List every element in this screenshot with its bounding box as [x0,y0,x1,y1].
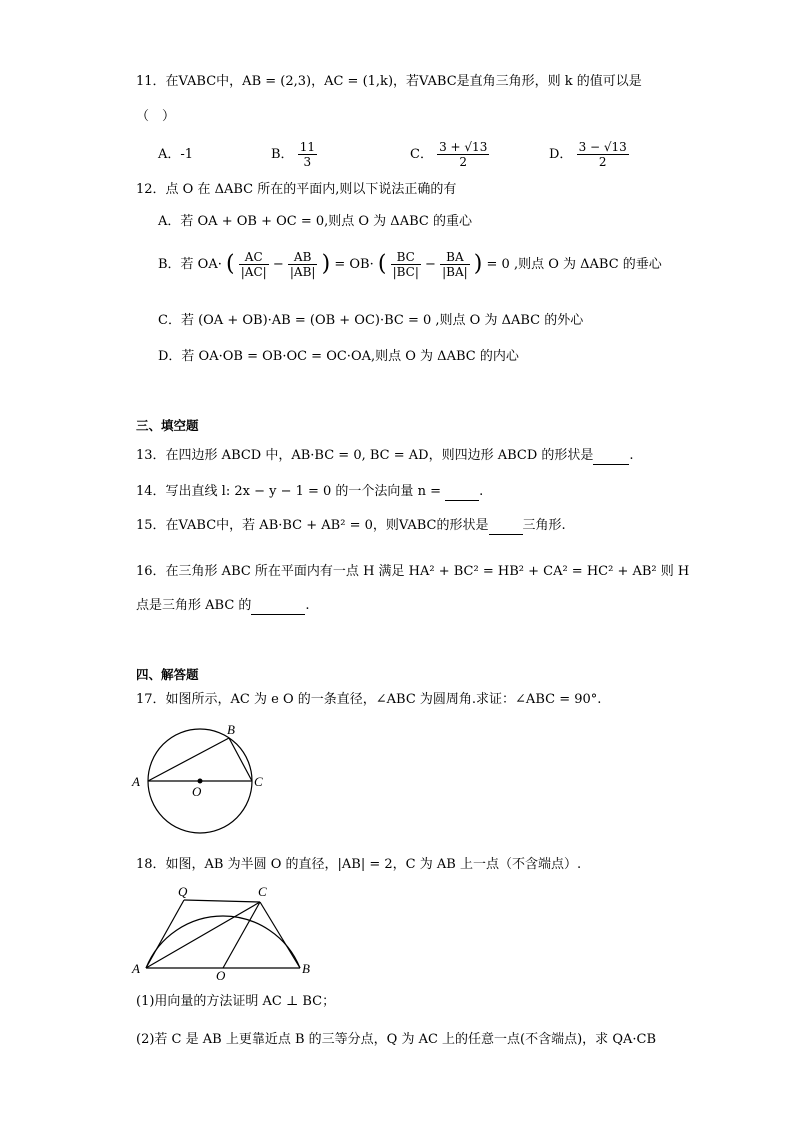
denominator: 2 [598,155,607,169]
q11-option-b [271,140,317,169]
fraction [437,140,489,169]
q11-paren: （ ） [136,109,176,124]
label-o: O [216,968,226,980]
q18: 18．如图，AB 为半圆 O 的直径，|AB| = 2，C 为 AB 上一点（不含端点）. [136,857,582,872]
q14-end: . [479,484,484,499]
denominator: 3 [303,155,312,169]
q13-end: . [629,448,634,463]
segment-aq [146,900,184,968]
q18-part-1: (1)用向量的方法证明 AC ⊥ BC； [136,994,336,1009]
fraction [288,250,318,279]
label-a: A [132,961,140,976]
chord-bc [229,738,252,781]
q17: 17．如图所示，AC 为 e O 的一条直径，∠ABC 为圆周角.求证：∠ABC = 90°. [136,692,602,707]
q15 [136,517,566,535]
fraction [577,140,629,169]
answer-blank [251,600,305,615]
q12-option-a: A．若 OA + OB + OC = 0,则点 O 为 ΔABC 的重心 [158,214,472,229]
fraction [440,250,470,279]
option-b-suffix: = 0 ,则点 O 为 ΔABC 的垂心 [486,257,662,272]
answer-blank [593,450,629,465]
label-q: Q [178,884,188,899]
q13 [136,447,634,465]
numerator: BA [440,250,470,265]
chord-ab [148,738,229,781]
numerator: 11 [299,140,315,154]
segment-ac [146,902,260,968]
q12-option-b [158,250,662,279]
minus-sign: − [272,257,284,272]
section-heading-solve: 四、解答题 [136,667,199,682]
q15-end: 三角形. [522,518,566,533]
label-b: B [227,722,235,737]
label-c: C [254,774,263,789]
option-label: B． [271,147,294,162]
q14-text: 14．写出直线 l: 2x − y − 1 = 0 的一个法向量 n = [136,484,441,499]
denominator: 2 [459,155,468,169]
left-paren: ( [226,251,235,277]
denominator: |AC| [240,265,267,279]
label-b: B [302,961,310,976]
q15-text: 15．在VABC中，若 AB·BC + AB² = 0，则VABC的形状是 [136,518,489,533]
option-label: D． [549,147,573,162]
segment-qc [184,900,260,902]
q18-part-2: (2)若 C 是 AB 上更靠近点 B 的三等分点，Q 为 AC 上的任意一点(不含端点)，求 QA·CB [136,1032,656,1047]
q16-end: . [305,598,310,613]
denominator: |BC| [392,265,419,279]
fraction [391,250,421,279]
option-label: C． [410,147,433,162]
option-b-prefix: B．若 OA· [158,257,222,272]
center-point [198,779,203,784]
denominator: |AB| [289,265,316,279]
q16-line-1: 16．在三角形 ABC 所在平面内有一点 H 满足 HA² + BC² = HB² + CA² = HC² + AB² 则 H [136,564,690,579]
minus-sign: − [425,257,436,272]
q11-option-c [410,140,489,169]
numerator: AB [288,250,318,265]
q11-option-d [549,140,629,169]
fraction [298,140,317,169]
numerator: AC [239,250,269,265]
q14 [136,483,483,501]
left-paren: ( [377,251,387,277]
section-heading-fill-in: 三、填空题 [136,418,199,433]
q12-option-c: C．若 (OA + OB)·AB = (OB + OC)·BC = 0 ,则点 O 为 ΔABC 的外心 [158,313,584,328]
q11-option-a: A．-1 [158,147,194,162]
segment-cb [260,902,300,968]
figure-17-circle [128,716,272,840]
numerator: 3 + √13 [439,140,488,154]
numerator: BC [391,250,421,265]
answer-blank [445,486,479,501]
answer-blank [489,520,523,535]
right-paren: ) [321,251,331,277]
label-o: O [192,784,202,799]
figure-18-semicircle [128,880,318,980]
segment-oc [223,902,260,968]
label-a: A [132,774,140,789]
q16-line-2 [136,597,310,615]
denominator: |BA| [442,265,468,279]
label-c: C [258,884,267,899]
option-b-middle: = OB· [334,257,374,272]
q13-text: 13．在四边形 ABCD 中，AB·BC = 0, BC = AD，则四边形 ABCD 的形状是 [136,448,594,463]
fraction [239,250,269,279]
numerator: 3 − √13 [578,140,627,154]
q12-option-d: D．若 OA·OB = OB·OC = OC·OA,则点 O 为 ΔABC 的内心 [158,349,519,364]
right-paren: ) [473,251,483,277]
q12-stem: 12．点 O 在 ΔABC 所在的平面内,则以下说法正确的有 [136,182,457,197]
q11-stem: 11．在VABC中，AB = (2,3)，AC = (1,k)，若VABC是直角三角形，则 k 的值可以是 [136,74,642,89]
q16-text: 点是三角形 ABC 的 [136,598,252,613]
